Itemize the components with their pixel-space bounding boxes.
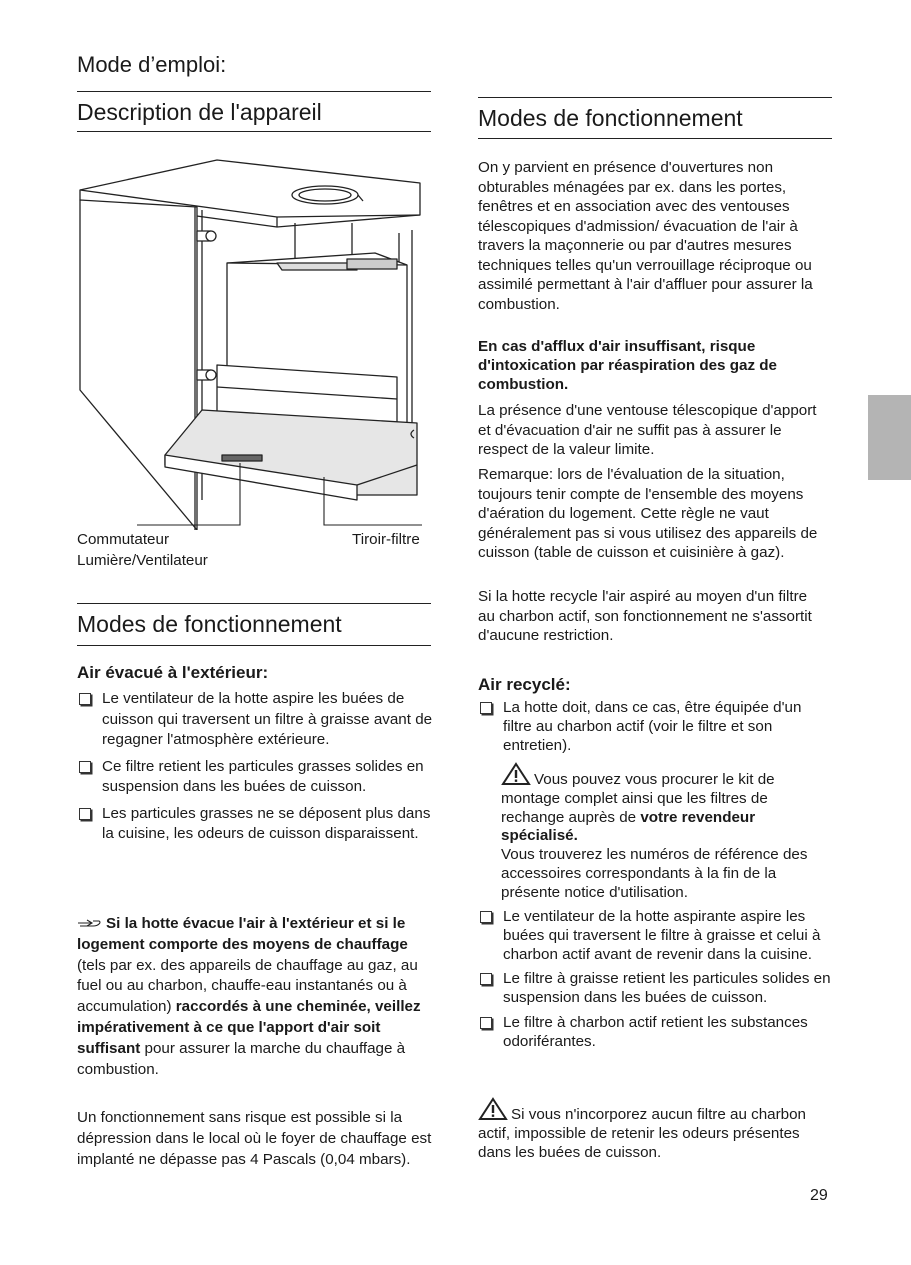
figure-label-switch-line2: Lumière/Ventilateur [77,552,208,569]
rule [478,97,832,98]
paragraph-recycle: Si la hotte recycle l'air aspiré au moyen d'un filtre au charbon actif, son fonctionnement ne s'assortit d'aucune restriction. [478,588,812,644]
rule [77,645,431,646]
checkbox-icon [79,693,91,705]
list-item: La hotte doit, dans ce cas, être équipée d'un filtre au charbon actif (voir le filtre et son entretien). [478,699,833,755]
checkbox-icon [480,911,492,923]
checkbox-icon [79,761,91,773]
figure-label-drawer: Tiroir-filtre [352,531,420,548]
paragraph-ventouse: La présence d'une ventouse télescopique d'apport et d'évacuation d'air ne suffit pas à assurer le respect de la valeur limite. [478,402,817,458]
section-title-modes: Modes de fonctionnement [77,611,342,637]
right-checklist [478,908,834,1052]
subhead-air-recycle: Air recyclé: [478,675,571,694]
paragraph-openings: On y parvient en présence d'ouvertures non obturables ménagées par ex. dans les portes, fenêtres et en association avec des ventouses télescopiques d'admission/ évacuation de l'air à travers la maçonnerie ou par d'autres mesures techniques telles qu'un verrouillage réciproque ou assimilé permettant à l'air d'affluer pour assurer la combustion. [478,159,813,313]
figure-label-switch: Commutateur [77,531,170,548]
caution-paragraph: Vous pouvez vous procurer le kit de montage complet ainsi que les filtres de rechange auprès de votre revendeur spécialisé. Vous trouverez les numéros de référence des accessoires correspondants à la fin de la présente notice d'utilisation. [501,762,833,903]
list-item: Le filtre à graisse retient les particules solides en suspension dans les buées de cuisson. [478,970,834,1008]
list-item: Les particules grasses ne se déposent plus dans la cuisine, les odeurs de cuisson disparaissent. [77,804,433,845]
appliance-illustration [77,155,427,530]
checkbox-icon [480,702,492,714]
section-title-description: Description de l'appareil [77,99,322,125]
warning-icon [501,762,531,786]
list-item: Le filtre à charbon actif retient les substances odoriférantes. [478,1014,834,1052]
section-title-modes-right: Modes de fonctionnement [478,105,743,131]
note-paragraph: Si la hotte évacue l'air à l'extérieur et si le logement comporte des moyens de chauffage (tels par ex. des appareils de chauffage au gaz, au fuel ou au charbon, chauffe-eau instantanés ou à accumulation) raccordés à une cheminée, veillez impérativement à ce que l'apport d'air soit suffisant pour assurer la marche du chauffage à combustion. [77,915,421,1078]
page-number: 29 [810,1187,828,1204]
left-checklist [77,689,433,845]
page-header-title: Mode d’emploi: [77,52,227,77]
list-item: Le ventilateur de la hotte aspire les buées de cuisson qui traversent un filtre à graisse avant de regagner l'atmosphère extérieure. [77,689,433,751]
rule [478,138,832,139]
warning-bold: En cas d'afflux d'air insuffisant, risque d'intoxication par réaspiration des gaz de combustion. [478,338,777,393]
checkbox-icon [480,973,492,985]
checkbox-icon [79,808,91,820]
list-item: Le ventilateur de la hotte aspirante aspire les buées qui traversent le filtre à graisse et celui à charbon actif avant de revenir dans la cuisine. [478,908,834,964]
final-warning: Si vous n'incorporez aucun filtre au charbon actif, impossible de retenir les odeurs présentes dans les buées de cuisson. [478,1097,808,1162]
closing-paragraph: Un fonctionnement sans risque est possible si la dépression dans le local où le foyer de chauffage est implanté ne dépasse pas 4 Pascals (0,04 mbars). [77,1109,432,1168]
page-edge-tab [868,395,911,480]
checkbox-icon [480,1017,492,1029]
rule [77,603,431,604]
rule [77,91,431,92]
list-item: Ce filtre retient les particules grasses solides en suspension dans les buées de cuisson. [77,757,433,798]
subhead-air-evacue: Air évacué à l'extérieur: [77,663,269,682]
paragraph-remarque: Remarque: lors de l'évaluation de la situation, toujours tenir compte de l'ensemble des moyens d'aération du logement. Cette règle ne vaut généralement pas si vous utilisez des appareils de cuisson (table de cuisson et cuisinière à gaz). [478,466,818,561]
pointing-hand-icon [77,918,103,930]
rule [77,131,431,132]
warning-icon [478,1097,508,1121]
